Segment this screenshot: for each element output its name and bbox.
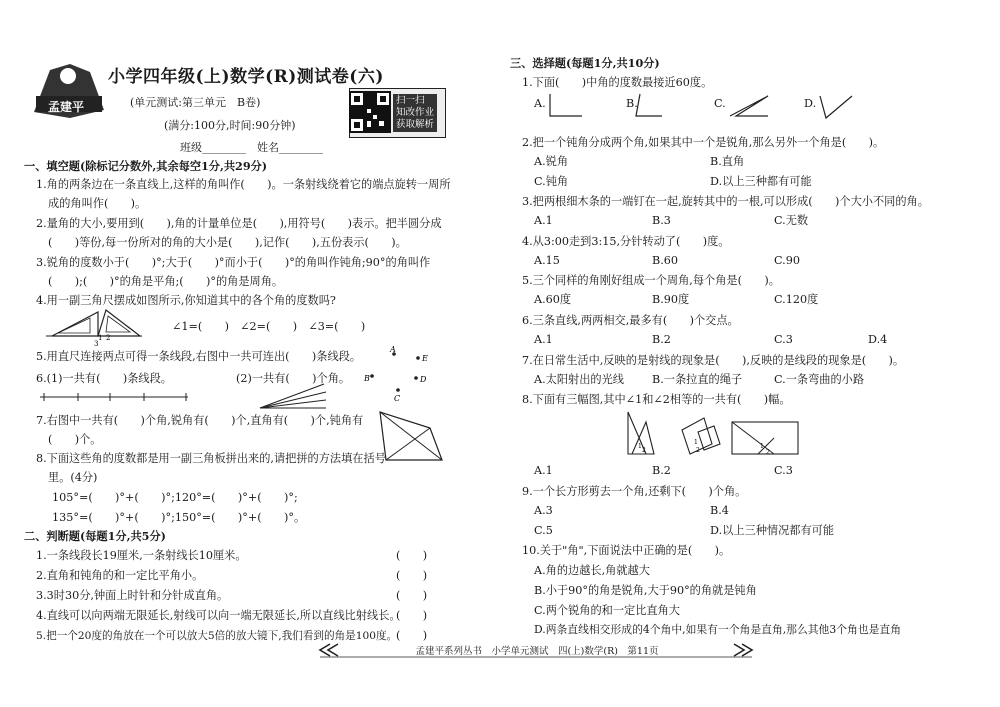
angle-label: 3 xyxy=(94,340,99,348)
logo-text: 孟建平 xyxy=(48,100,85,114)
question-5: 5.用直尺连接两点可得一条线段,右图中一共可连出( )条线段。 xyxy=(36,350,362,363)
section-judge-title: 二、判断题(每题1分,共5分) xyxy=(24,529,166,543)
choice-4-option-a[interactable]: A.15 xyxy=(534,254,560,267)
question-4: 4.用一副三角尺摆成如图所示,你知道其中的各个角的度数吗? xyxy=(36,294,336,307)
judge-answer-box[interactable]: ( ) xyxy=(396,549,428,562)
choice-6-option-d[interactable]: D.4 xyxy=(868,333,888,346)
page-footer: 孟建平系列丛书 小学单元测试 四(上)数学(R) 第11页 xyxy=(415,646,659,657)
angle-label: 1 xyxy=(638,443,642,450)
choice-1-option-b[interactable]: B. xyxy=(626,97,638,110)
choice-6-option-a[interactable]: A.1 xyxy=(534,333,553,346)
score-time: (满分:100分,时间:90分钟) xyxy=(164,119,296,132)
judge-item-2: 2.直角和钝角的和一定比平角小。 xyxy=(36,569,204,582)
choice-5-option-b[interactable]: B.90度 xyxy=(652,293,690,306)
choice-1-option-a[interactable]: A. xyxy=(534,97,546,110)
question-3-line-1: 3.锐角的度数小于( )°;大于( )°而小于( )°的角叫作钝角;90°的角叫作 xyxy=(36,256,431,269)
choice-4-option-b[interactable]: B.60 xyxy=(652,254,679,267)
question-2-line-2: ( )等份,每一份所对的角的大小是( ),记作( ),五份表示( )。 xyxy=(48,236,407,249)
question-2-line-1: 2.量角的大小,要用到( ),角的计量单位是( ),用符号( )表示。把半圆分成 xyxy=(36,217,442,230)
segment-line-figure xyxy=(40,392,190,402)
choice-9-option-a[interactable]: A.3 xyxy=(534,504,553,517)
choice-3-option-b[interactable]: B.3 xyxy=(652,214,671,227)
angle-label: 1 xyxy=(760,443,764,450)
choice-6: 6.三条直线,两两相交,最多有( )个交点。 xyxy=(522,314,739,327)
point-label: E xyxy=(422,354,428,363)
rays-fan-figure xyxy=(258,382,328,412)
choice-10: 10.关于"角",下面说法中正确的是( )。 xyxy=(522,544,731,557)
choice-7-option-b[interactable]: B.一条拉直的绳子 xyxy=(652,373,743,386)
choice-8-angles-figure xyxy=(624,410,804,458)
qr-caption xyxy=(393,94,437,132)
section-fill-blank-title: 一、填空题(除标记分数外,其余每空1分,共29分) xyxy=(24,159,268,173)
choice-10-option-b[interactable]: B.小于90°的角是锐角,大于90°的角就是钝角 xyxy=(534,584,757,597)
choice-9-option-b[interactable]: B.4 xyxy=(710,504,729,517)
question-1-line-1: 1.角的两条边在一条直线上,这样的角叫作( )。一条射线绕着它的端点旋转一周所 xyxy=(36,178,451,191)
judge-answer-box[interactable]: ( ) xyxy=(396,569,428,582)
choice-8: 8.下面有三幅图,其中∠1和∠2相等的一共有( )幅。 xyxy=(522,393,791,406)
question-7-line-2: ( )个。 xyxy=(48,433,102,446)
question-3-line-2: ( );( )°的角是平角;( )°的角是周角。 xyxy=(48,275,284,288)
question-4-blanks: ∠1=( ) ∠2=( ) ∠3=( ) xyxy=(172,320,366,333)
question-6-part-2: (2)一共有( )个角。 xyxy=(236,372,351,385)
choice-2-option-d[interactable]: D.以上三种都有可能 xyxy=(710,175,812,188)
choice-8-option-a[interactable]: A.1 xyxy=(534,464,553,477)
page-title: 小学四年级(上)数学(R)测试卷(六) xyxy=(108,67,384,87)
choice-6-option-b[interactable]: B.2 xyxy=(652,333,671,346)
choice-2-option-c[interactable]: C.钝角 xyxy=(534,175,569,188)
angle-label: 1 xyxy=(694,439,698,446)
point-label: A xyxy=(390,345,396,354)
choice-3-option-c[interactable]: C.无数 xyxy=(774,214,809,227)
triangle-rulers-figure xyxy=(46,304,146,348)
question-1-line-2: 成的角叫作( )。 xyxy=(48,197,147,210)
angle-label: 2 xyxy=(766,449,770,456)
question-6-part-1: 6.(1)一共有( )条线段。 xyxy=(36,372,172,385)
choice-2-option-b[interactable]: B.直角 xyxy=(710,155,745,168)
choice-7-option-c[interactable]: C.一条弯曲的小路 xyxy=(774,373,865,386)
qr-caption-line: 知改作业 xyxy=(396,107,435,118)
judge-item-4: 4.直线可以向两端无限延长,射线可以向一端无限延长,所以直线比射线长。 xyxy=(36,609,401,622)
judge-item-3: 3.3时30分,钟面上时针和分针成直角。 xyxy=(36,589,229,602)
choice-1-option-c[interactable]: C. xyxy=(714,97,726,110)
angle-label: 1 xyxy=(98,334,103,342)
class-name-line: 班级________ 姓名________ xyxy=(180,141,323,154)
choice-7-option-a[interactable]: A.太阳射出的光线 xyxy=(534,373,624,386)
points-figure xyxy=(364,345,434,403)
choice-9-option-c[interactable]: C.5 xyxy=(534,524,553,537)
choice-5-option-a[interactable]: A.60度 xyxy=(534,293,572,306)
judge-answer-box[interactable]: ( ) xyxy=(396,589,428,602)
question-8-line-3: 105°=( )°+( )°;120°=( )°+( )°; xyxy=(52,491,298,504)
choice-9: 9.一个长方形剪去一个角,还剩下( )个角。 xyxy=(522,485,747,498)
question-8-line-1: 8.下面这些角的度数都是用一副三角板拼出来的,请把拼的方法填在括号 xyxy=(36,452,386,465)
choice-6-option-c[interactable]: C.3 xyxy=(774,333,793,346)
angle-label: 2 xyxy=(642,447,646,454)
choice-9-option-d[interactable]: D.以上三种情况都有可能 xyxy=(710,524,835,537)
judge-item-1: 1.一条线段长19厘米,一条射线长10厘米。 xyxy=(36,549,247,562)
choice-2: 2.把一个钝角分成两个角,如果其中一个是锐角,那么另外一个角是( )。 xyxy=(522,136,885,149)
choice-2-option-a[interactable]: A.锐角 xyxy=(534,155,569,168)
choice-10-option-a[interactable]: A.角的边越长,角就越大 xyxy=(534,564,650,577)
choice-7: 7.在日常生活中,反映的是射线的现象是( ),反映的是线段的现象是( )。 xyxy=(522,354,905,367)
judge-answer-box[interactable]: ( ) xyxy=(396,609,428,622)
choice-1-angles-figure xyxy=(548,92,848,122)
choice-5: 5.三个同样的角刚好组成一个周角,每个角是( )。 xyxy=(522,274,780,287)
choice-1-option-d[interactable]: D. xyxy=(804,97,817,110)
question-8-line-2: 里。(4分) xyxy=(48,471,98,484)
choice-10-option-c[interactable]: C.两个锐角的和一定比直角大 xyxy=(534,604,680,617)
point-label: D xyxy=(420,375,427,384)
choice-1: 1.下面( )中角的度数最接近60度。 xyxy=(522,76,713,89)
section-choice-title: 三、选择题(每题1分,共10分) xyxy=(510,56,660,70)
judge-answer-box[interactable]: ( ) xyxy=(396,629,428,642)
qr-code-icon[interactable] xyxy=(349,91,391,133)
qr-caption-line: 获取解析 xyxy=(396,119,435,130)
choice-10-option-d: D.两条直线相交形成的4个角中,如果有一个角是直角,那么其他3个角也是直角 xyxy=(534,623,902,636)
choice-3: 3.把两根细木条的一端钉在一起,旋转其中的一根,可以形成( )个大小不同的角。 xyxy=(522,195,929,208)
choice-5-option-c[interactable]: C.120度 xyxy=(774,293,819,306)
angle-label: 2 xyxy=(106,334,111,342)
judge-item-5: 5.把一个20度的角放在一个可以放大5倍的放大镜下,我们看到的角是100度。 xyxy=(36,630,398,642)
choice-8-option-c[interactable]: C.3 xyxy=(774,464,793,477)
point-label: B xyxy=(364,374,370,383)
choice-4: 4.从3:00走到3:15,分针转动了( )度。 xyxy=(522,235,730,248)
question-8-line-4: 135°=( )°+( )°;150°=( )°+( )°。 xyxy=(52,511,306,524)
qr-caption-line: 扫一扫 xyxy=(396,95,425,106)
unit-subtitle: (单元测试:第三单元 B卷) xyxy=(130,96,261,109)
choice-4-option-c[interactable]: C.90 xyxy=(774,254,800,267)
choice-8-option-b[interactable]: B.2 xyxy=(652,464,671,477)
point-label: C xyxy=(394,394,401,403)
choice-3-option-a[interactable]: A.1 xyxy=(534,214,553,227)
publisher-logo xyxy=(30,60,108,120)
quadrilateral-figure xyxy=(376,408,446,464)
angle-label: 2 xyxy=(696,447,700,454)
question-7-line-1: 7.右图中一共有( )个角,锐角有( )个,直角有( )个,钝角有 xyxy=(36,414,364,427)
